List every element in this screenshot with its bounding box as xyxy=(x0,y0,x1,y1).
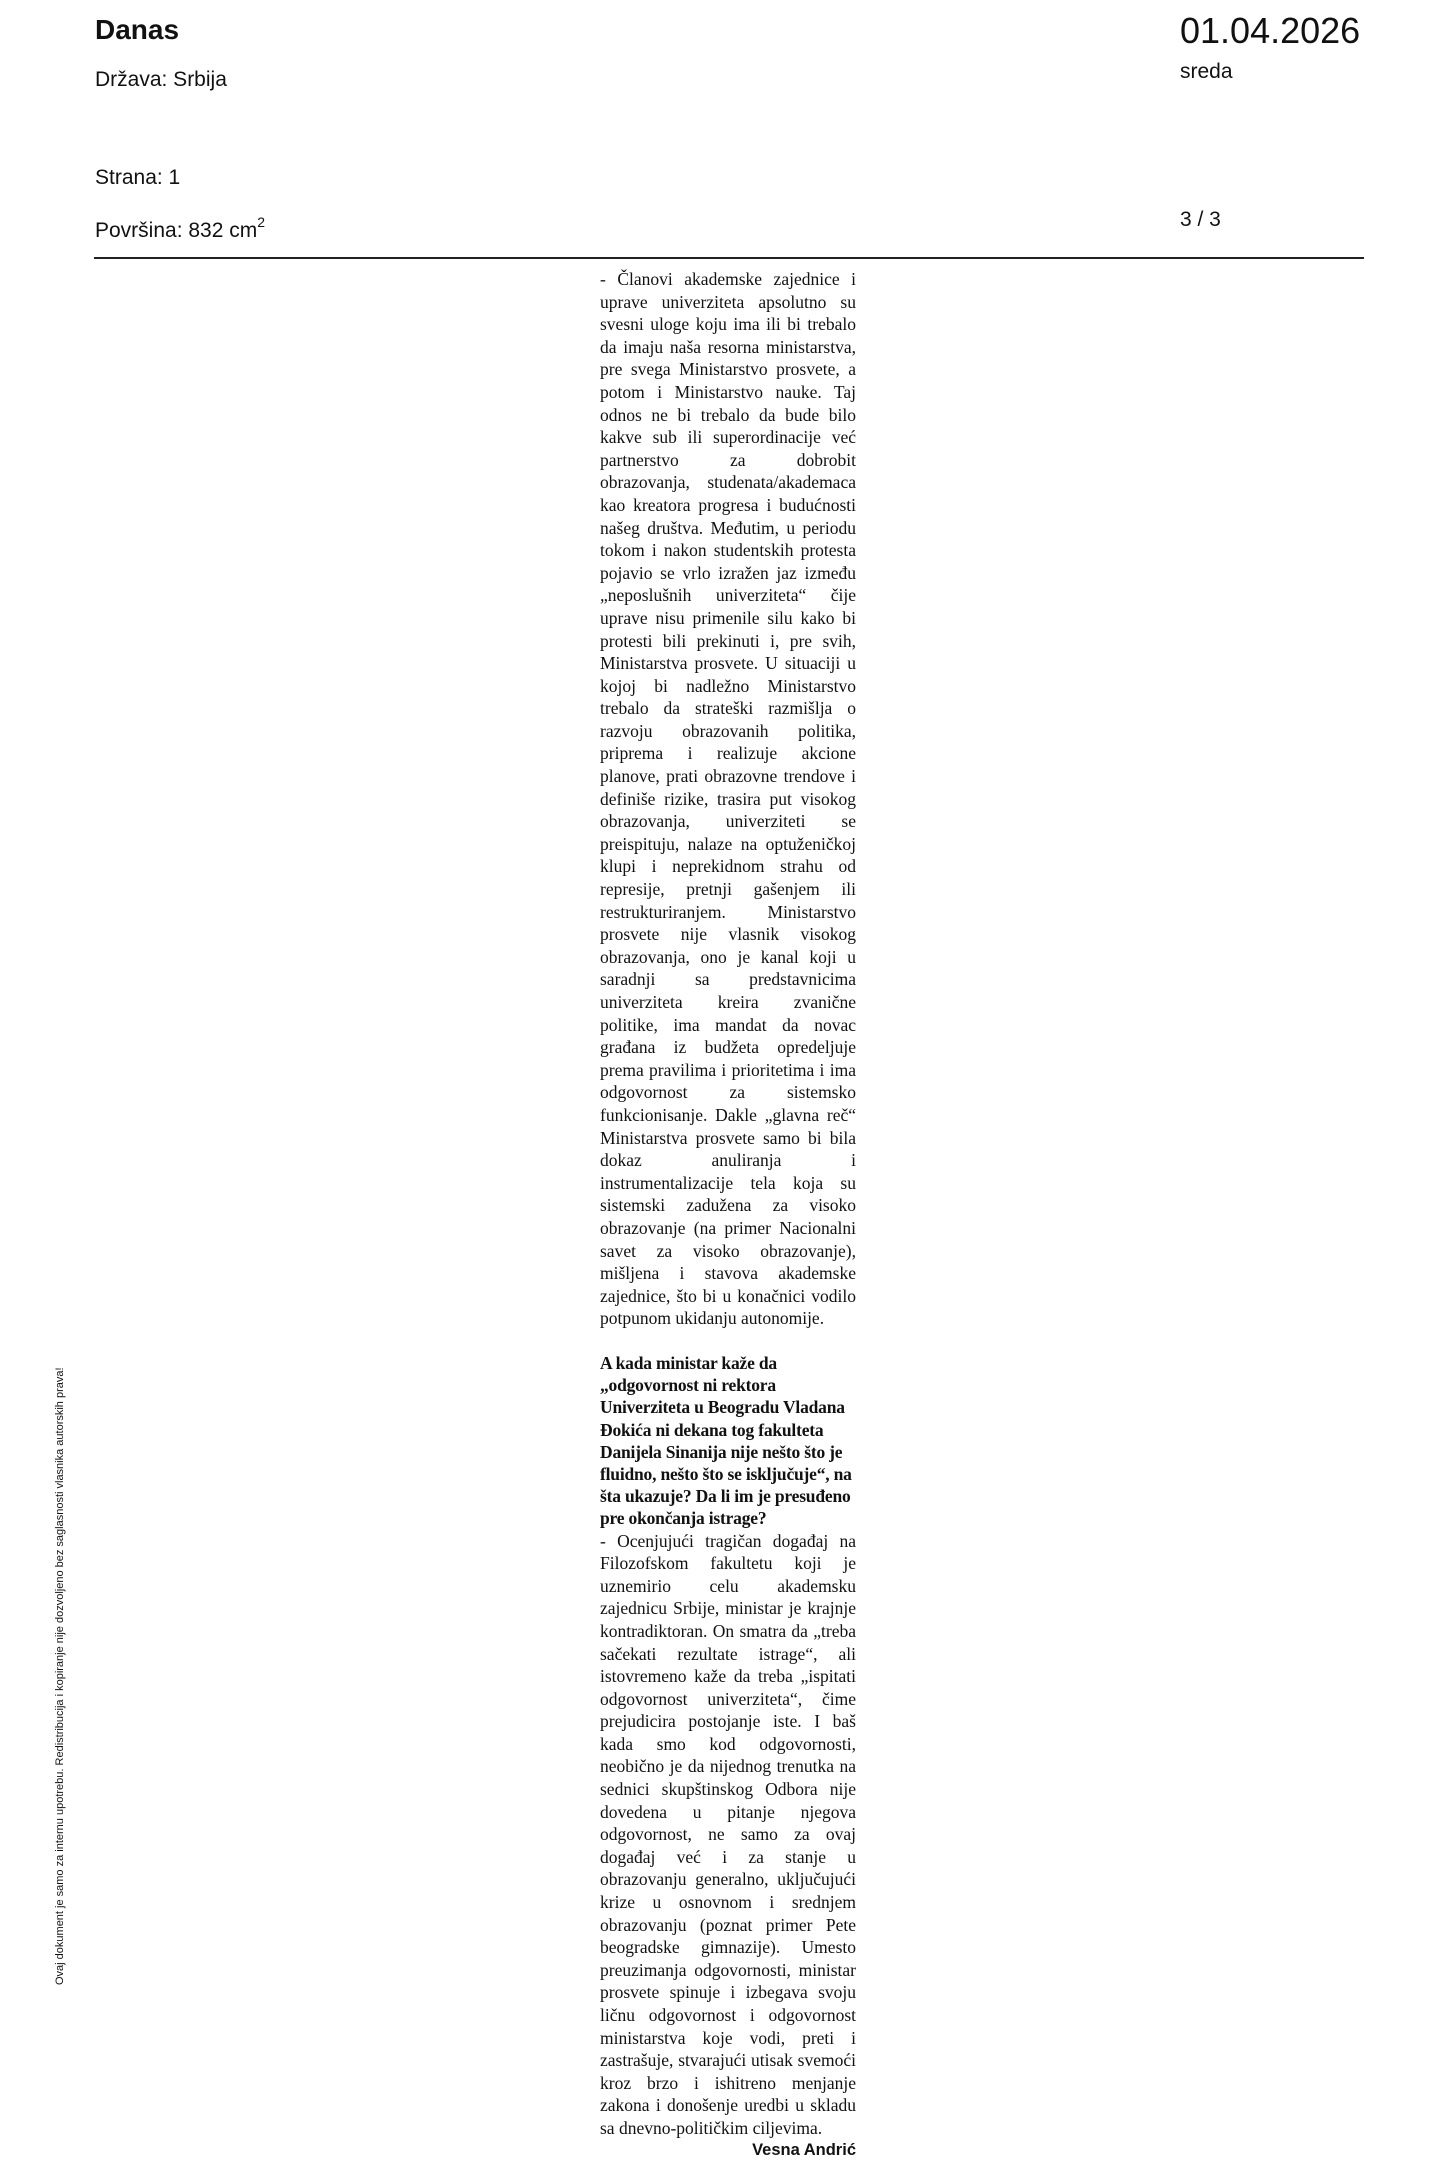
copyright-side-note: Ovaj dokument je samo za internu upotrebu. Redistribucija i kopiranje nije dozvoljeno bez saglasnosti vlasnika autorskih prava! xyxy=(54,1367,66,1985)
header-divider xyxy=(94,257,1364,259)
article-column xyxy=(600,268,856,2160)
publication-name: Danas xyxy=(95,14,180,45)
area-superscript: 2 xyxy=(257,214,266,230)
area-text: Površina: 832 cm xyxy=(95,219,258,242)
area-label xyxy=(95,216,265,243)
interview-question: A kada ministar kaže da „odgovornost ni rektora Univerziteta u Beogradu Vladana Đokića ni dekana tog fakulteta Danijela Sinanija nije nešto što je fluidno, nešto što se isključuje“, na šta ukazuje? Da li im je presuđeno pre okončanja istrage? xyxy=(600,1352,852,1529)
publication-date: 01.04.2026 xyxy=(1180,10,1361,51)
publication-weekday: sreda xyxy=(1180,60,1233,83)
country-label: Država: Srbija xyxy=(95,68,227,91)
author-byline: Vesna Andrić xyxy=(752,2140,856,2159)
pagination-indicator: 3 / 3 xyxy=(1180,208,1221,231)
article-paragraph-1: - Članovi akademske zajednice i uprave univerziteta apsolutno su svesni uloge koju ima ili bi trebalo da imaju naša resorna ministarstva, pre svega Ministarstvo prosvete, a potom i Ministarstvo nauke. Taj odnos ne bi trebalo da bude bilo kakve sub ili superordinacije već partnerstvo za dobrobit obrazovanja, studenata/akademaca kao kreatora progresa i budućnosti našeg društva. Međutim, u periodu tokom i nakon studentskih protesta pojavio se vrlo izražen jaz između „neposlušnih univerziteta“ čije uprave nisu primenile silu kako bi protesti bili prekinuti i, pre svih, Ministarstva prosvete. U situaciji u kojoj bi nadležno Ministarstvo trebalo da strateški razmišlja o razvoju obrazovanih politika, priprema i realizuje akcione planove, prati obrazovne trendove i definiše rizike, trasira put visokog obrazovanja, univerziteti se preispituju, nalaze na optuženičkoj klupi i neprekidnom strahu od represije, pretnji gašenjem ili restrukturiranjem. Ministarstvo prosvete nije vlasnik visokog obrazovanja, ono je kanal koji u saradnji sa predstavnicima univerziteta kreira zvanične politike, ima mandat da novac građana iz budžeta opredeljuje prema pravilima i prioritetima i ima odgovornost za sistemsko funkcionisanje. Dakle „glavna reč“ Ministarstva prosvete samo bi bila dokaz anuliranja i instrumentalizacije tela koja su sistemski zadužena za visoko obrazovanje (na primer Nacionalni savet za visoko obrazovanje), mišljena i stavova akademske zajednice, što bi u konačnici vodilo potpunom ukidanju autonomije. xyxy=(600,269,856,1329)
page-number-label: Strana: 1 xyxy=(95,166,181,189)
article-paragraph-2: - Ocenjujući tragičan događaj na Filozofskom fakultetu koji je uznemirio celu akademsku zajednicu Srbije, ministar je krajnje kontradiktoran. On smatra da „treba sačekati rezultate istrage“, ali istovremeno kaže da treba „ispitati odgovornost univerziteta“, čime prejudicira postojanje iste. I baš kada smo kod odgovornosti, neobično je da nijednog trenutka na sednici skupštinskog Odbora nije dovedena u pitanje njegova odgovornost, ne samo za ovaj događaj već i za stanje u obrazovanju generalno, uključujući krize u osnovnom i srednjem obrazovanju (poznat primer Pete beogradske gimnazije). Umesto preuzimanja odgovornosti, ministar prosvete spinuje i izbegava svoju ličnu odgovornost i odgovornost ministarstva koje vodi, preti i zastrašuje, stvarajući utisak svemoći kroz brzo i ishitreno menjanje zakona i donošenje uredbi u skladu sa dnevno-političkim ciljevima. xyxy=(600,1530,856,2138)
